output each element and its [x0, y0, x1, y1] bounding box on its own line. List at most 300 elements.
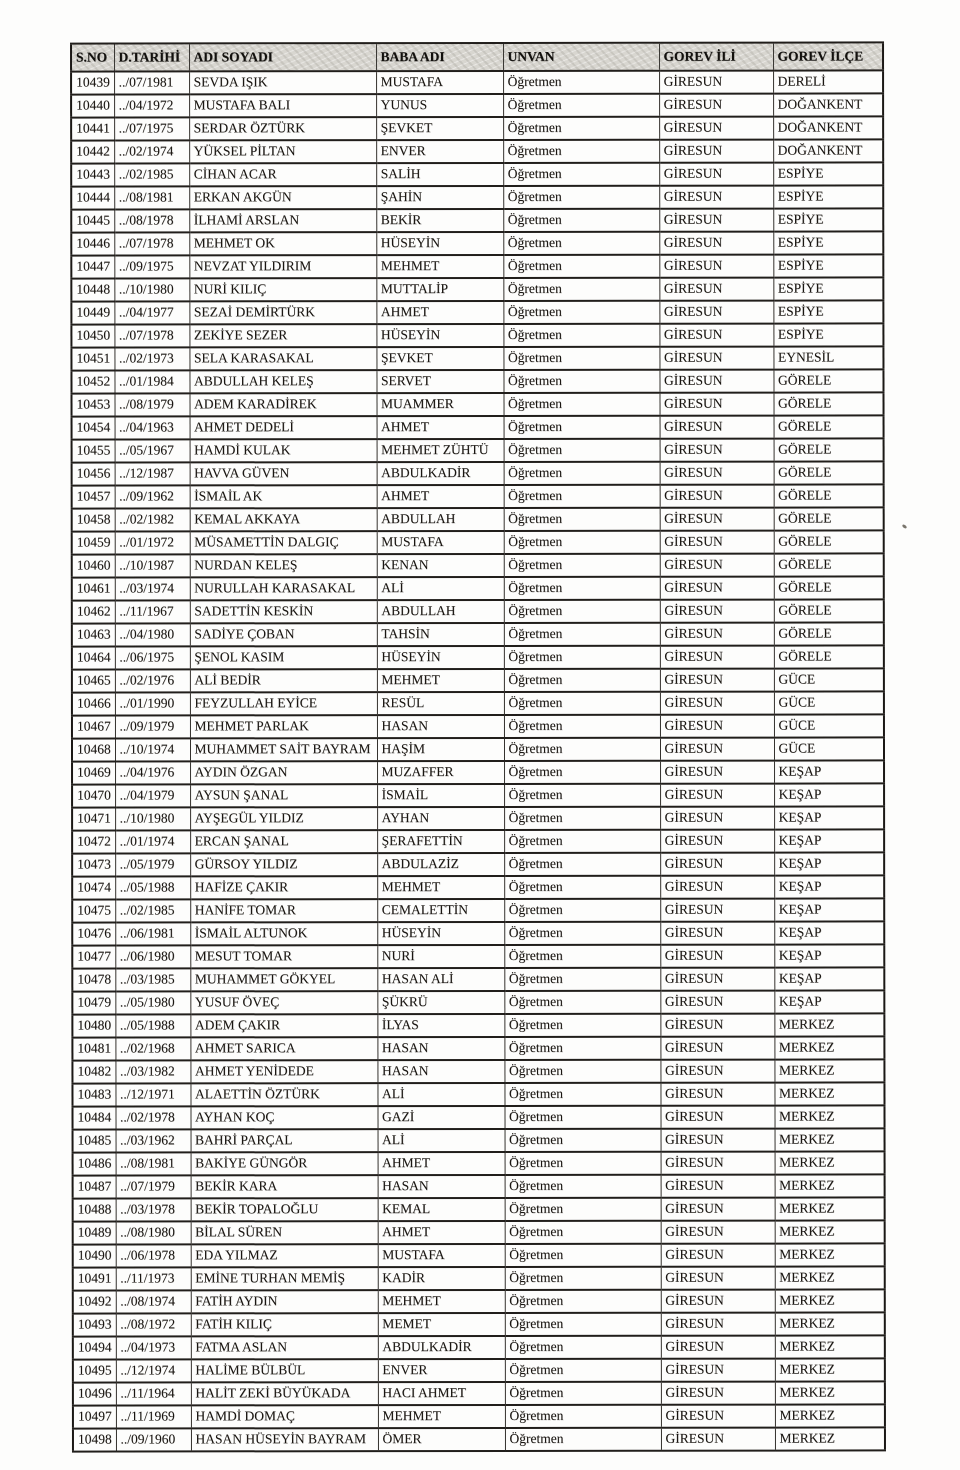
cell-sno: 10462	[72, 601, 115, 624]
cell-father-name: HASAN ALİ	[377, 968, 504, 991]
cell-birthdate: ../11/1964	[116, 1382, 191, 1405]
cell-sno: 10452	[71, 371, 114, 394]
cell-duty-province: GİRESUN	[661, 1198, 775, 1221]
cell-sno: 10451	[71, 348, 114, 371]
cell-duty-province: GİRESUN	[660, 462, 774, 485]
cell-name-surname: ALAETTİN ÖZTÜRK	[190, 1083, 377, 1106]
cell-name-surname: ŞENOL KASIM	[190, 646, 377, 669]
cell-father-name: ALİ	[377, 1083, 504, 1106]
cell-sno: 10480	[72, 1015, 115, 1038]
cell-name-surname: FATMA ASLAN	[191, 1336, 378, 1359]
cell-birthdate: ../08/1974	[116, 1290, 191, 1313]
cell-name-surname: HAMDİ DOMAÇ	[191, 1405, 378, 1428]
cell-birthdate: ../12/1987	[115, 462, 190, 485]
cell-duty-district: ESPİYE	[773, 300, 883, 323]
cell-sno: 10465	[72, 670, 115, 693]
cell-duty-district: ESPİYE	[773, 323, 883, 346]
cell-name-surname: FATİH AYDIN	[191, 1290, 378, 1313]
cell-duty-district: MERKEZ	[775, 1174, 885, 1197]
cell-sno: 10445	[71, 210, 114, 233]
cell-title: Öğretmen	[505, 1336, 661, 1359]
cell-name-surname: SEZAİ DEMİRTÜRK	[189, 301, 376, 324]
cell-title: Öğretmen	[503, 140, 659, 163]
table-row	[72, 1036, 884, 1060]
cell-birthdate: ../02/1968	[115, 1037, 190, 1060]
cell-name-surname: AHMET SARICA	[190, 1037, 377, 1060]
cell-birthdate: ../05/1988	[115, 876, 190, 899]
cell-birthdate: ../04/1972	[114, 94, 189, 117]
table-row	[73, 1404, 885, 1428]
cell-title: Öğretmen	[503, 370, 659, 393]
cell-birthdate: ../02/1985	[115, 899, 190, 922]
cell-sno: 10487	[73, 1176, 116, 1199]
cell-duty-district: DOĞANKENT	[773, 139, 883, 162]
col-header-father-name: BABA ADI	[376, 43, 503, 71]
cell-father-name: AHMET	[378, 1152, 505, 1175]
cell-title: Öğretmen	[504, 554, 660, 577]
header-row	[71, 42, 883, 71]
cell-father-name: HÜSEYİN	[377, 922, 504, 945]
table-row	[72, 1059, 884, 1083]
cell-birthdate: ../08/1979	[115, 393, 190, 416]
cell-father-name: HASAN	[378, 1175, 505, 1198]
cell-title: Öğretmen	[504, 761, 660, 784]
cell-father-name: MEHMET	[376, 255, 503, 278]
table-row	[72, 415, 884, 439]
table-row	[72, 507, 884, 531]
cell-father-name: İLYAS	[377, 1014, 504, 1037]
cell-duty-province: GİRESUN	[660, 991, 774, 1014]
cell-name-surname: AYHAN KOÇ	[191, 1106, 378, 1129]
cell-name-surname: EDA YILMAZ	[191, 1244, 378, 1267]
cell-father-name: ŞEVKET	[376, 117, 503, 140]
table-row	[73, 1266, 885, 1290]
cell-birthdate: ../08/1981	[114, 186, 189, 209]
cell-title: Öğretmen	[505, 1290, 661, 1313]
cell-duty-province: GİRESUN	[661, 1405, 775, 1428]
cell-title: Öğretmen	[504, 623, 660, 646]
cell-duty-province: GİRESUN	[659, 163, 773, 186]
cell-duty-district: GÖRELE	[774, 438, 884, 461]
cell-birthdate: ../02/1982	[115, 508, 190, 531]
cell-duty-district: KEŞAP	[774, 806, 884, 829]
table-row	[73, 1174, 885, 1198]
cell-name-surname: ADEM KARADİREK	[190, 393, 377, 416]
cell-duty-district: GÖRELE	[774, 576, 884, 599]
cell-duty-district: KEŞAP	[774, 944, 884, 967]
cell-sno: 10458	[72, 509, 115, 532]
cell-duty-province: GİRESUN	[659, 209, 773, 232]
cell-duty-province: GİRESUN	[660, 646, 774, 669]
cell-title: Öğretmen	[503, 209, 659, 232]
cell-father-name: CEMALETTİN	[377, 899, 504, 922]
cell-duty-district: MERKEZ	[774, 1082, 884, 1105]
cell-duty-district: GÖRELE	[774, 507, 884, 530]
cell-duty-district: GÖRELE	[773, 369, 883, 392]
cell-title: Öğretmen	[503, 278, 659, 301]
col-header-title: UNVAN	[503, 43, 659, 71]
cell-duty-district: GÖRELE	[774, 415, 884, 438]
table-row	[72, 691, 884, 715]
cell-title: Öğretmen	[505, 1267, 661, 1290]
cell-father-name: MEHMET	[378, 1405, 505, 1428]
cell-duty-province: GİRESUN	[660, 416, 774, 439]
cell-sno: 10488	[73, 1199, 116, 1222]
table-row	[72, 461, 884, 485]
cell-birthdate: ../10/1980	[115, 807, 190, 830]
cell-duty-district: GÖRELE	[774, 599, 884, 622]
cell-duty-district: DOĞANKENT	[773, 93, 883, 116]
table-row	[72, 852, 884, 876]
cell-title: Öğretmen	[505, 1244, 661, 1267]
cell-duty-province: GİRESUN	[661, 1336, 775, 1359]
cell-father-name: MEHMET	[377, 669, 504, 692]
cell-name-surname: İSMAİL ALTUNOK	[190, 922, 377, 945]
cell-sno: 10479	[72, 992, 115, 1015]
cell-birthdate: ../11/1969	[116, 1405, 191, 1428]
cell-father-name: ENVER	[376, 140, 503, 163]
cell-name-surname: SERDAR ÖZTÜRK	[189, 117, 376, 140]
cell-duty-province: GİRESUN	[660, 853, 774, 876]
cell-duty-province: GİRESUN	[660, 1037, 774, 1060]
table-row	[71, 162, 883, 186]
cell-sno: 10466	[72, 693, 115, 716]
cell-sno: 10496	[73, 1383, 116, 1406]
cell-sno: 10456	[72, 463, 115, 486]
cell-title: Öğretmen	[503, 232, 659, 255]
cell-birthdate: ../08/1981	[116, 1152, 191, 1175]
cell-sno: 10448	[71, 279, 114, 302]
cell-title: Öğretmen	[505, 1106, 661, 1129]
table-row	[72, 1082, 884, 1106]
table-row	[71, 208, 883, 232]
cell-sno: 10471	[72, 808, 115, 831]
cell-father-name: SALİH	[376, 163, 503, 186]
cell-duty-district: MERKEZ	[775, 1312, 885, 1335]
cell-name-surname: ABDULLAH KELEŞ	[189, 370, 376, 393]
cell-sno: 10493	[73, 1314, 116, 1337]
cell-father-name: HÜSEYİN	[377, 646, 504, 669]
table-row	[72, 737, 884, 761]
cell-father-name: SERVET	[376, 370, 503, 393]
cell-title: Öğretmen	[504, 830, 660, 853]
cell-duty-district: KEŞAP	[774, 829, 884, 852]
table-row	[72, 622, 884, 646]
cell-birthdate: ../11/1973	[116, 1267, 191, 1290]
cell-father-name: HAŞİM	[377, 738, 504, 761]
table-row	[72, 438, 884, 462]
table-row	[72, 576, 884, 600]
cell-name-surname: AYDIN ÖZGAN	[190, 761, 377, 784]
cell-title: Öğretmen	[504, 531, 660, 554]
cell-duty-province: GİRESUN	[661, 1382, 775, 1405]
cell-duty-province: GİRESUN	[660, 830, 774, 853]
cell-title: Öğretmen	[504, 508, 660, 531]
table-row	[72, 645, 884, 669]
cell-father-name: ABDULKADİR	[378, 1336, 505, 1359]
cell-name-surname: MUSTAFA BALI	[189, 94, 376, 117]
cell-title: Öğretmen	[504, 807, 660, 830]
cell-duty-province: GİRESUN	[660, 876, 774, 899]
cell-birthdate: ../07/1981	[114, 71, 189, 94]
cell-sno: 10461	[72, 578, 115, 601]
cell-title: Öğretmen	[505, 1221, 661, 1244]
cell-title: Öğretmen	[504, 945, 660, 968]
cell-name-surname: ADEM ÇAKIR	[190, 1014, 377, 1037]
cell-duty-province: GİRESUN	[660, 577, 774, 600]
cell-duty-province: GİRESUN	[659, 278, 773, 301]
table-row	[72, 484, 884, 508]
cell-name-surname: NURULLAH KARASAKAL	[190, 577, 377, 600]
cell-father-name: ŞÜKRÜ	[377, 991, 504, 1014]
table-row	[72, 599, 884, 623]
cell-duty-district: MERKEZ	[775, 1381, 885, 1404]
cell-father-name: İSMAİL	[377, 784, 504, 807]
cell-duty-district: GÖRELE	[774, 645, 884, 668]
cell-title: Öğretmen	[503, 94, 659, 117]
cell-sno: 10444	[71, 187, 114, 210]
cell-birthdate: ../03/1985	[115, 968, 190, 991]
cell-sno: 10482	[72, 1061, 115, 1084]
cell-name-surname: SADİYE ÇOBAN	[190, 623, 377, 646]
cell-father-name: MUTTALİP	[376, 278, 503, 301]
cell-duty-province: GİRESUN	[660, 554, 774, 577]
cell-birthdate: ../06/1981	[115, 922, 190, 945]
cell-birthdate: ../05/1967	[115, 439, 190, 462]
table-row	[71, 231, 883, 255]
cell-father-name: HACI AHMET	[378, 1382, 505, 1405]
cell-name-surname: KEMAL AKKAYA	[190, 508, 377, 531]
cell-duty-province: GİRESUN	[660, 623, 774, 646]
cell-name-surname: BEKİR TOPALOĞLU	[191, 1198, 378, 1221]
cell-birthdate: ../10/1974	[115, 738, 190, 761]
cell-title: Öğretmen	[505, 1382, 661, 1405]
cell-birthdate: ../03/1978	[116, 1198, 191, 1221]
cell-sno: 10455	[72, 440, 115, 463]
table-row	[72, 967, 884, 991]
cell-duty-province: GİRESUN	[660, 531, 774, 554]
cell-duty-district: MERKEZ	[775, 1266, 885, 1289]
table-row	[72, 806, 884, 830]
cell-title: Öğretmen	[504, 416, 660, 439]
table-header	[71, 42, 883, 71]
cell-title: Öğretmen	[504, 991, 660, 1014]
cell-birthdate: ../04/1977	[114, 301, 189, 324]
cell-duty-province: GİRESUN	[659, 324, 773, 347]
cell-title: Öğretmen	[504, 738, 660, 761]
cell-duty-province: GİRESUN	[661, 1428, 775, 1451]
cell-name-surname: FATİH KILIÇ	[191, 1313, 378, 1336]
cell-title: Öğretmen	[504, 784, 660, 807]
cell-duty-province: GİRESUN	[660, 692, 774, 715]
cell-name-surname: MÜSAMETTİN DALGIÇ	[190, 531, 377, 554]
cell-duty-province: GİRESUN	[659, 232, 773, 255]
cell-father-name: MEHMET	[377, 876, 504, 899]
cell-duty-district: EYNESİL	[773, 346, 883, 369]
cell-name-surname: YÜKSEL PİLTAN	[189, 140, 376, 163]
cell-birthdate: ../03/1982	[115, 1060, 190, 1083]
cell-duty-district: MERKEZ	[775, 1128, 885, 1151]
cell-name-surname: ERKAN AKGÜN	[189, 186, 376, 209]
cell-name-surname: ERCAN ŞANAL	[190, 830, 377, 853]
table-row	[72, 392, 884, 416]
cell-name-surname: SADETTİN KESKİN	[190, 600, 377, 623]
col-header-birthdate: D.TARİHİ	[114, 43, 189, 71]
cell-name-surname: BİLAL SÜREN	[191, 1221, 378, 1244]
cell-sno: 10491	[73, 1268, 116, 1291]
cell-duty-district: MERKEZ	[775, 1289, 885, 1312]
cell-duty-district: GÖRELE	[774, 553, 884, 576]
cell-title: Öğretmen	[503, 347, 659, 370]
cell-sno: 10441	[71, 118, 114, 141]
cell-father-name: KEMAL	[378, 1198, 505, 1221]
cell-birthdate: ../07/1978	[114, 324, 189, 347]
cell-birthdate: ../03/1962	[116, 1129, 191, 1152]
cell-duty-province: GİRESUN	[661, 1175, 775, 1198]
cell-name-surname: AYŞEGÜL YILDIZ	[190, 807, 377, 830]
cell-sno: 10443	[71, 164, 114, 187]
cell-birthdate: ../08/1978	[114, 209, 189, 232]
cell-duty-province: GİRESUN	[659, 94, 773, 117]
table-row	[72, 783, 884, 807]
cell-birthdate: ../01/1972	[115, 531, 190, 554]
cell-birthdate: ../03/1974	[115, 577, 190, 600]
cell-sno: 10446	[71, 233, 114, 256]
cell-title: Öğretmen	[505, 1428, 661, 1451]
table-row	[73, 1105, 885, 1129]
cell-title: Öğretmen	[504, 692, 660, 715]
cell-sno: 10472	[72, 831, 115, 854]
cell-sno: 10450	[71, 325, 114, 348]
cell-duty-province: GİRESUN	[660, 715, 774, 738]
cell-name-surname: HALİT ZEKİ BÜYÜKADA	[191, 1382, 378, 1405]
cell-sno: 10453	[72, 394, 115, 417]
col-header-duty-district: GOREV İLÇE	[773, 42, 883, 70]
cell-duty-province: GİRESUN	[660, 945, 774, 968]
cell-father-name: BEKİR	[376, 209, 503, 232]
cell-duty-province: GİRESUN	[659, 347, 773, 370]
cell-duty-district: MERKEZ	[775, 1220, 885, 1243]
cell-father-name: ABDULLAH	[377, 600, 504, 623]
cell-name-surname: CİHAN ACAR	[189, 163, 376, 186]
cell-title: Öğretmen	[505, 1359, 661, 1382]
table-row	[71, 116, 883, 140]
cell-name-surname: MEHMET OK	[189, 232, 376, 255]
cell-birthdate: ../09/1979	[115, 715, 190, 738]
cell-duty-district: GÖRELE	[774, 461, 884, 484]
table-row	[72, 714, 884, 738]
cell-duty-province: GİRESUN	[661, 1290, 775, 1313]
cell-sno: 10463	[72, 624, 115, 647]
table-row	[71, 323, 883, 347]
cell-father-name: ÖMER	[378, 1428, 505, 1451]
cell-duty-district: ESPİYE	[773, 185, 883, 208]
cell-sno: 10498	[73, 1429, 116, 1452]
cell-duty-district: KEŞAP	[774, 760, 884, 783]
cell-sno: 10489	[73, 1222, 116, 1245]
cell-sno: 10457	[72, 486, 115, 509]
cell-duty-province: GİRESUN	[661, 1244, 775, 1267]
cell-name-surname: AYSUN ŞANAL	[190, 784, 377, 807]
cell-sno: 10477	[72, 946, 115, 969]
cell-father-name: ŞERAFETTİN	[377, 830, 504, 853]
cell-birthdate: ../06/1975	[115, 646, 190, 669]
cell-duty-district: GÖRELE	[774, 530, 884, 553]
cell-duty-province: GİRESUN	[660, 600, 774, 623]
cell-title: Öğretmen	[505, 1175, 661, 1198]
cell-name-surname: HALİME BÜLBÜL	[191, 1359, 378, 1382]
table-row	[72, 530, 884, 554]
cell-birthdate: ../02/1985	[114, 163, 189, 186]
cell-name-surname: NURDAN KELEŞ	[190, 554, 377, 577]
cell-name-surname: BAHRİ PARÇAL	[191, 1129, 378, 1152]
cell-title: Öğretmen	[504, 715, 660, 738]
table-row	[73, 1358, 885, 1382]
cell-father-name: KADİR	[378, 1267, 505, 1290]
cell-title: Öğretmen	[503, 324, 659, 347]
cell-birthdate: ../04/1973	[116, 1336, 191, 1359]
cell-duty-province: GİRESUN	[660, 1060, 774, 1083]
personnel-table	[70, 41, 886, 1452]
cell-sno: 10464	[72, 647, 115, 670]
cell-name-surname: HASAN HÜSEYİN BAYRAM	[191, 1428, 378, 1451]
cell-sno: 10460	[72, 555, 115, 578]
cell-duty-province: GİRESUN	[659, 255, 773, 278]
cell-father-name: NURİ	[377, 945, 504, 968]
cell-name-surname: YUSUF ÖVEÇ	[190, 991, 377, 1014]
cell-sno: 10474	[72, 877, 115, 900]
cell-duty-district: ESPİYE	[773, 254, 883, 277]
cell-sno: 10467	[72, 716, 115, 739]
cell-father-name: AHMET	[377, 485, 504, 508]
cell-title: Öğretmen	[504, 853, 660, 876]
cell-birthdate: ../07/1979	[116, 1175, 191, 1198]
cell-sno: 10486	[73, 1153, 116, 1176]
cell-father-name: MUAMMER	[377, 393, 504, 416]
cell-duty-province: GİRESUN	[660, 922, 774, 945]
cell-name-surname: MUHAMMET GÖKYEL	[190, 968, 377, 991]
cell-duty-district: KEŞAP	[774, 967, 884, 990]
cell-duty-province: GİRESUN	[660, 807, 774, 830]
cell-birthdate: ../05/1988	[115, 1014, 190, 1037]
cell-title: Öğretmen	[504, 1014, 660, 1037]
cell-father-name: RESÜL	[377, 692, 504, 715]
cell-birthdate: ../12/1974	[116, 1359, 191, 1382]
table-row	[72, 553, 884, 577]
cell-duty-district: MERKEZ	[775, 1358, 885, 1381]
cell-sno: 10468	[72, 739, 115, 762]
table-row	[72, 921, 884, 945]
cell-title: Öğretmen	[504, 600, 660, 623]
table-row	[71, 139, 883, 163]
cell-duty-province: GİRESUN	[661, 1129, 775, 1152]
cell-sno: 10483	[72, 1084, 115, 1107]
cell-duty-district: GÖRELE	[774, 392, 884, 415]
cell-duty-province: GİRESUN	[660, 508, 774, 531]
cell-title: Öğretmen	[504, 646, 660, 669]
cell-name-surname: EMİNE TURHAN MEMİŞ	[191, 1267, 378, 1290]
cell-sno: 10475	[72, 900, 115, 923]
table-row	[71, 369, 883, 393]
cell-father-name: AHMET	[377, 416, 504, 439]
cell-name-surname: HAMDİ KULAK	[190, 439, 377, 462]
cell-duty-province: GİRESUN	[661, 1313, 775, 1336]
cell-duty-province: GİRESUN	[660, 485, 774, 508]
table-row	[73, 1197, 885, 1221]
cell-sno: 10447	[71, 256, 114, 279]
cell-title: Öğretmen	[504, 439, 660, 462]
cell-father-name: AHMET	[376, 301, 503, 324]
